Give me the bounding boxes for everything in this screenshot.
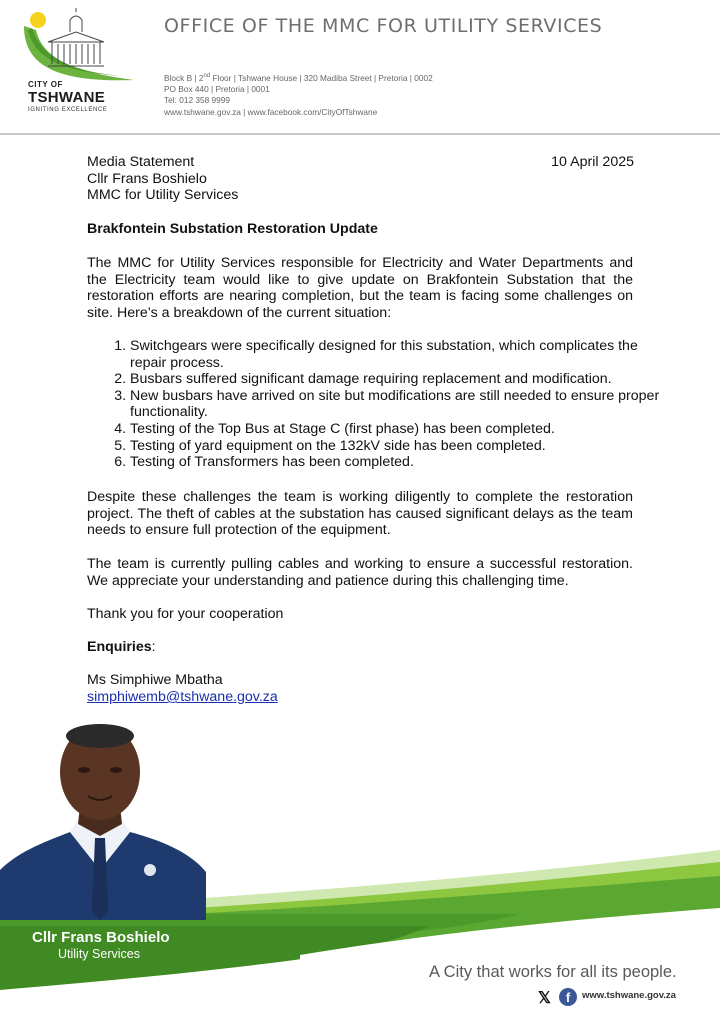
- facebook-icon[interactable]: f: [559, 988, 577, 1006]
- list-item: 3. New busbars have arrived on site but modifications are still needed to ensure proper functionality.: [130, 388, 676, 421]
- statement-type: Media Statement: [87, 154, 195, 170]
- contact-email-link[interactable]: simphiwemb@tshwane.gov.za: [87, 689, 278, 705]
- statement-title: Brakfontein Substation Restoration Update: [87, 221, 378, 237]
- intro-paragraph: The MMC for Utility Services responsible for Electricity and Water Departments and the Electricity team would like to give update on Brakfontein Substation that the restoration efforts are nearing completion, but the team is facing some challenges on site. Here’s a breakdown of the current situation:: [87, 255, 633, 321]
- footer-website[interactable]: www.tshwane.gov.za: [582, 990, 676, 1001]
- logo-city-of: CITY OF: [28, 80, 63, 89]
- office-title: OFFICE OF THE MMC FOR UTILITY SERVICES: [164, 15, 603, 37]
- statement-author: Cllr Frans Boshielo: [87, 170, 207, 187]
- statement-author-role: MMC for Utility Services: [87, 187, 239, 204]
- list-item: 4. Testing of the Top Bus at Stage C (first phase) has been completed.: [130, 421, 676, 438]
- po-box-line: PO Box 440 | Pretoria | 0001: [164, 84, 270, 94]
- city-slogan: A City that works for all its people.: [429, 963, 677, 981]
- list-item: 5. Testing of yard equipment on the 132kV side has been completed.: [130, 438, 676, 455]
- statement-date: 10 April 2025: [551, 154, 634, 170]
- thanks-line: Thank you for your cooperation: [87, 606, 284, 622]
- footer-mmc-role: Utility Services: [58, 947, 140, 961]
- enquiries-heading: Enquiries:: [87, 639, 156, 655]
- address-line: Block B | 2nd Floor | Tshwane House | 320 Madiba Street | Pretoria | 0002: [164, 73, 433, 83]
- mmc-portrait: [0, 720, 206, 920]
- challenges-paragraph: Despite these challenges the team is working diligently to complete the restoration project. The theft of cables at the substation has caused significant delays as the team needs to ensure full protection of the equipment.: [87, 489, 633, 539]
- list-item: 6. Testing of Transformers has been completed.: [130, 454, 676, 471]
- tel-line: Tel: 012 358 9999: [164, 95, 230, 105]
- header-divider: [0, 133, 720, 135]
- x-icon[interactable]: 𝕏: [538, 990, 551, 1007]
- statement-meta: [87, 154, 238, 204]
- logo-tagline: IGNITING EXCELLENCE: [28, 107, 108, 113]
- list-item: 2. Busbars suffered significant damage requiring replacement and modification.: [130, 371, 676, 388]
- logo-tshwane: TSHWANE: [28, 89, 106, 106]
- contact-name: Ms Simphiwe Mbatha: [87, 672, 223, 688]
- list-item: 1. Switchgears were specifically designed for this substation, which complicates the repair process.: [130, 338, 676, 371]
- situation-list: [87, 338, 676, 471]
- web-line: www.tshwane.gov.za | www.facebook.com/CityOfTshwane: [164, 107, 378, 117]
- progress-paragraph: The team is currently pulling cables and working to ensure a successful restoration. We appreciate your understanding and patience during this challenging time.: [87, 556, 633, 589]
- footer-mmc-name: Cllr Frans Boshielo: [32, 929, 170, 946]
